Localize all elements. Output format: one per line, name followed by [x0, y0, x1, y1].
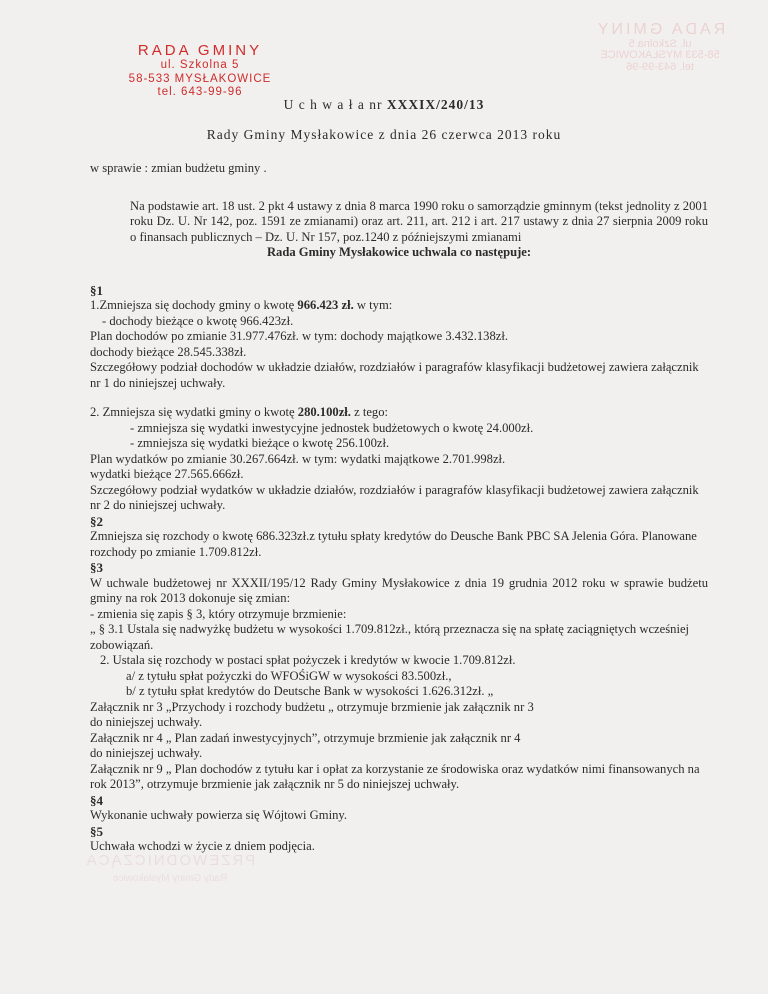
current-income-total: dochody bieżące 28.545.338zł.: [90, 344, 247, 359]
section-3-change: - zmienia się zapis § 3, który otrzymuje brzmienie:: [90, 606, 347, 621]
document-body: [90, 147, 708, 855]
stamp-street: ul. Szkolna 5: [160, 59, 240, 71]
annex-3-tail: do niniejszej uchwały.: [90, 715, 203, 729]
income-plan-line: Plan dochodów po zmianie 31.977.476zł. w tym: dochody majątkowe 3.432.138zł.: [90, 329, 508, 343]
annex-4-line: Załącznik nr 4 „ Plan zadań inwestycyjnych”, otrzymuje brzmienie jak załącznik nr 4: [90, 730, 521, 745]
subject-line: w sprawie : zmian budżetu gminy .: [90, 161, 267, 175]
bleedthrough-stamp: RADA GMINY ul. Szkolna 5 58-533 MYSŁAKOWICE tel. 643-99-96: [594, 21, 726, 73]
section-5-mark: §5: [90, 823, 103, 839]
income-reduction-amount: 966.423 zł.: [297, 298, 354, 312]
stamp-phone: tel. 643-99-96: [157, 86, 243, 98]
section-5: [90, 824, 708, 855]
expense-reduction-text: 2. Zmniejsza się wydatki gminy o kwotę: [90, 405, 298, 419]
section-3-loan-b: b/ z tytułu spłat kredytów do Deutsche Bank w wysokości 1.626.312zł. „: [126, 684, 494, 698]
income-reduction-text: 1.Zmniejsza się dochody gminy o kwotę: [90, 298, 298, 312]
section-4-text: Wykonanie uchwały powierza się Wójtowi Gminy.: [90, 808, 347, 822]
stamp-city: 58-533 MYSŁAKOWICE: [128, 72, 272, 85]
current-expense-total: wydatki bieżące 27.565.666zł.: [90, 467, 244, 481]
section-4: [90, 793, 708, 824]
resolution-prefix: U c h w a ł a nr: [283, 97, 383, 112]
investment-expense-line: - zmniejsza się wydatki inwestycyjne jednostek budżetowych o kwotę 24.000zł.: [130, 420, 534, 435]
section-1: [90, 283, 708, 514]
current-income-line: - dochody bieżące o kwotę 966.423zł.: [102, 313, 294, 328]
income-reduction-suffix: w tym:: [353, 298, 393, 312]
annex-3-line: Załącznik nr 3 „Przychody i rozchody budżetu „ otrzymuje brzmienie jak załącznik nr 3: [90, 699, 534, 714]
section-3-intro: W uchwale budżetowej nr XXXII/195/12 Rady Gminy Mysłakowice z dnia 19 grudnia 2012 roku w sprawie budżetu gminy na rok 2013 dokonuje się zmian:: [90, 575, 708, 605]
annex-9-line: Załącznik nr 9 „ Plan dochodów z tytułu kar i opłat za korzystanie ze środowiska oraz wydatków nimi finansowanych na rok 2013”, otrzymuje brzmienie jak załącznik nr 5 do niniejszej uchwały.: [90, 761, 700, 791]
council-stamp: [100, 43, 300, 99]
expense-plan-line: Plan wydatków po zmianie 30.267.664zł. w tym: wydatki majątkowe 2.701.998zł.: [90, 451, 506, 466]
expense-detail-note: Szczegółowy podział wydatków w układzie działów, rozdziałów i paragrafów klasyfikacji budżetowej zawiera załącznik nr 2 do niniejszej uchwały.: [90, 482, 699, 512]
decision-line: Rada Gminy Mysłakowice uchwala co następuje:: [266, 245, 532, 259]
expense-reduction-amount: 280.100zł.: [297, 405, 351, 419]
expense-reduction: [90, 405, 708, 421]
current-expense-line: - zmniejsza się wydatki bieżące o kwotę 256.100zł.: [130, 436, 390, 450]
preamble: Na podstawie art. 18 ust. 2 pkt 4 ustawy z dnia 8 marca 1990 roku o samorządzie gminnym (tekst jednolity z 2001 roku Dz. U. Nr 142, poz. 1591 ze zmianami) oraz art. 211, art. 212 i art. 217 ustawy z dnia 27 sierpnia 2009 roku o finansach publicznych – Dz. U. Nr 157, poz.1240 z późniejszymi zmianami: [130, 198, 708, 244]
bleedthrough-signature-stamp: PRZEWODNICZĄCA Rady Gminy Mysłakowice: [84, 852, 256, 884]
income-detail-note: Szczegółowy podział dochodów w układzie działów, rozdziałów i paragrafów klasyfikacji budżetowej zawiera załącznik nr 1 do niniejszej uchwały.: [90, 360, 699, 390]
section-4-mark: §4: [90, 792, 103, 808]
section-3-outflows: 2. Ustala się rozchody w postaci spłat pożyczek i kredytów w kwocie 1.709.812zł.: [100, 653, 516, 667]
resolution-title: [0, 97, 768, 113]
section-3-quote: „ § 3.1 Ustala się nadwyżkę budżetu w wysokości 1.709.812zł., którą przeznacza się na spłatę zaciągniętych wcześniej zobowiązań.: [90, 622, 690, 652]
section-2-text: Zmniejsza się rozchody o kwotę 686.323zł.z tytułu spłaty kredytów do Deusche Bank PBC SA Jelenia Góra. Planowane rozchody po zmianie 1.709.812zł.: [90, 529, 697, 559]
resolution-number: XXXIX/240/13: [386, 97, 485, 112]
stamp-name: RADA GMINY: [137, 42, 263, 59]
section-3-mark: §3: [90, 560, 103, 575]
section-3-loan-a: a/ z tytułu spłat pożyczki do WFOŚiGW w wysokości 83.500zł.,: [126, 668, 452, 683]
annex-4-tail: do niniejszej uchwały.: [90, 746, 203, 760]
section-3: [90, 560, 708, 793]
section-1-mark: §1: [90, 282, 103, 298]
council-line: Rady Gminy Mysłakowice z dnia 26 czerwca 2013 roku: [206, 127, 562, 142]
income-reduction: [90, 298, 708, 314]
section-5-text: Uchwała wchodzi w życie z dniem podjęcia.: [90, 839, 315, 853]
section-2: [90, 514, 708, 561]
section-2-mark: §2: [90, 513, 103, 529]
expense-reduction-suffix: z tego:: [350, 405, 389, 419]
